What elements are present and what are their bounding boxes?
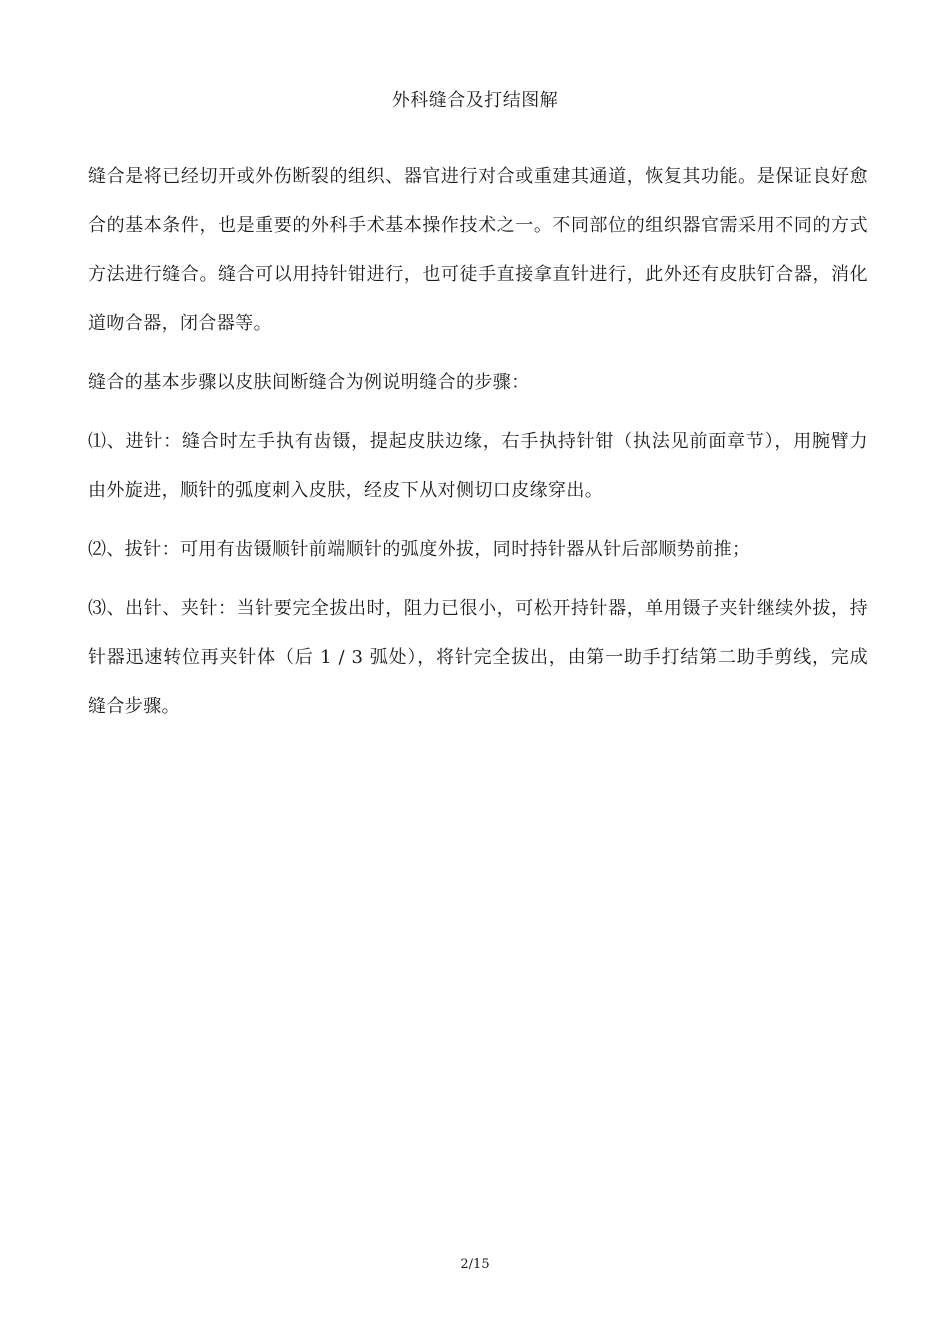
page-number: 2/15	[460, 1257, 490, 1272]
paragraph-step-3: ⑶、出针、夹针：当针要完全拔出时，阻力已很小，可松开持针器，单用镊子夹针继续外拔，持针器迅速转位再夹针体（后 1 / 3 弧处），将针完全拔出，由第一助手打结第二助手剪线，完成缝合步骤。	[88, 598, 868, 717]
paragraph-step-1: ⑴、进针：缝合时左手执有齿镊，提起皮肤边缘，右手执持针钳（执法见前面章节），用腕臂力由外旋进，顺针的弧度刺入皮肤，经皮下从对侧切口皮缘穿出。	[88, 431, 868, 501]
paragraph-intro: 缝合是将已经切开或外伤断裂的组织、器官进行对合或重建其通道，恢复其功能。是保证良好愈合的基本条件，也是重要的外科手术基本操作技术之一。不同部位的组织器官需采用不同的方式方法进行缝合。缝合可以用持针钳进行，也可徒手直接拿直针进行，此外还有皮肤钉合器，消化道吻合器，闭合器等。	[88, 166, 868, 334]
paragraph-step-2: ⑵、拔针：可用有齿镊顺针前端顺针的弧度外拔，同时持针器从针后部顺势前推；	[88, 539, 751, 560]
paragraph-steps-heading: 缝合的基本步骤以皮肤间断缝合为例说明缝合的步骤：	[88, 372, 530, 393]
document-title: 外科缝合及打结图解	[391, 90, 559, 111]
document-body	[88, 152, 868, 731]
